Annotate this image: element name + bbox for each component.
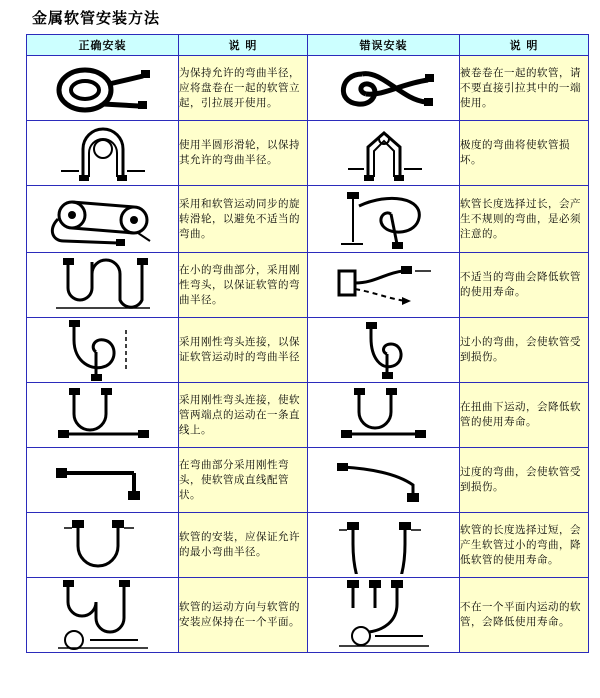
excess-length-loop-icon xyxy=(308,186,459,252)
figure-cell-wrong xyxy=(308,383,460,448)
figure-cell-correct xyxy=(27,448,179,513)
table-row xyxy=(27,56,589,121)
figure-cell-wrong xyxy=(308,578,460,653)
column-header-desc-1: 说 明 xyxy=(179,35,308,56)
table-row xyxy=(27,383,589,448)
table-row xyxy=(27,448,589,513)
description-correct: 采用刚性弯头连接，使软管两端点的运动在一条直线上。 xyxy=(179,383,308,448)
description-wrong: 在扭曲下运动，会降低软管的使用寿命。 xyxy=(460,383,589,448)
sharp-bend-pulley-icon xyxy=(308,121,459,185)
table-header-row xyxy=(27,35,589,56)
figure-cell-wrong xyxy=(308,253,460,318)
description-wrong: 软管长度选择过长，会产生不规则的弯曲，是必须注意的。 xyxy=(460,186,589,253)
improper-bend-icon xyxy=(308,253,459,317)
rigid-elbow-moving-icon xyxy=(27,318,178,382)
figure-cell-correct xyxy=(27,513,179,578)
rigid-elbow-small-bend-icon xyxy=(27,253,178,317)
min-bend-radius-u-icon xyxy=(27,513,178,577)
out-of-plane-motion-icon xyxy=(308,578,459,652)
description-wrong: 不在一个平面内运动的软管，会降低使用寿命。 xyxy=(460,578,589,653)
figure-cell-correct xyxy=(27,383,179,448)
figure-cell-correct xyxy=(27,121,179,186)
semicircular-sheave-icon xyxy=(27,121,178,185)
table-row xyxy=(27,513,589,578)
description-correct: 采用刚性弯头连接，以保证软管运动时的弯曲半径 xyxy=(179,318,308,383)
torsion-bend-icon xyxy=(308,383,459,447)
same-plane-motion-icon xyxy=(27,578,178,652)
table-row xyxy=(27,186,589,253)
table-row xyxy=(27,318,589,383)
description-wrong: 软管的长度选择过短，会产生软管过小的弯曲，降低软管的使用寿命。 xyxy=(460,513,589,578)
description-correct: 软管的运动方向与软管的安装应保持在一个平面。 xyxy=(179,578,308,653)
overbend-icon xyxy=(308,448,459,512)
installation-methods-table xyxy=(26,34,589,653)
figure-cell-correct xyxy=(27,56,179,121)
description-wrong: 不适当的弯曲会降低软管的使用寿命。 xyxy=(460,253,589,318)
description-correct: 软管的安装，应保证允许的最小弯曲半径。 xyxy=(179,513,308,578)
figure-cell-wrong xyxy=(308,448,460,513)
description-correct: 在弯曲部分采用刚性弯头，使软管成直线配管状。 xyxy=(179,448,308,513)
coiled-hose-flat-icon xyxy=(27,56,178,120)
description-wrong: 过度的弯曲，会使软管受到损伤。 xyxy=(460,448,589,513)
table-row xyxy=(27,253,589,318)
description-wrong: 被卷卷在一起的软管，请不要直接引拉其中的一端使用。 xyxy=(460,56,589,121)
column-header-desc-2: 说 明 xyxy=(460,35,589,56)
synchronized-rotating-sheave-icon xyxy=(27,186,178,252)
coiled-hose-pulled-icon xyxy=(308,56,459,120)
table-row xyxy=(27,578,589,653)
figure-cell-wrong xyxy=(308,318,460,383)
column-header-correct: 正确安装 xyxy=(27,35,179,56)
figure-cell-correct xyxy=(27,253,179,318)
rigid-elbow-straight-line-icon xyxy=(27,383,178,447)
figure-cell-correct xyxy=(27,186,179,253)
figure-cell-correct xyxy=(27,318,179,383)
description-wrong: 极度的弯曲将使软管损坏。 xyxy=(460,121,589,186)
description-correct: 采用和软管运动同步的旋转滑轮，以避免不适当的弯曲。 xyxy=(179,186,308,253)
excess-length-u-icon xyxy=(308,513,459,577)
figure-cell-wrong xyxy=(308,513,460,578)
description-correct: 为保持允许的弯曲半径，应将盘卷在一起的软管立起，引拉展开使用。 xyxy=(179,56,308,121)
page-title: 金属软管安装方法 xyxy=(32,9,161,27)
straight-pipe-elbow-icon xyxy=(27,448,178,512)
description-wrong: 过小的弯曲，会使软管受到损伤。 xyxy=(460,318,589,383)
description-correct: 使用半圆形滑轮，以保持其允许的弯曲半径。 xyxy=(179,121,308,186)
column-header-wrong: 错误安装 xyxy=(308,35,460,56)
description-correct: 在小的弯曲部分，采用刚性弯头，以保证软管的弯曲半径。 xyxy=(179,253,308,318)
figure-cell-wrong xyxy=(308,121,460,186)
figure-cell-wrong xyxy=(308,186,460,253)
too-small-bend-icon xyxy=(308,318,459,382)
figure-cell-correct xyxy=(27,578,179,653)
table-row xyxy=(27,121,589,186)
figure-cell-wrong xyxy=(308,56,460,121)
